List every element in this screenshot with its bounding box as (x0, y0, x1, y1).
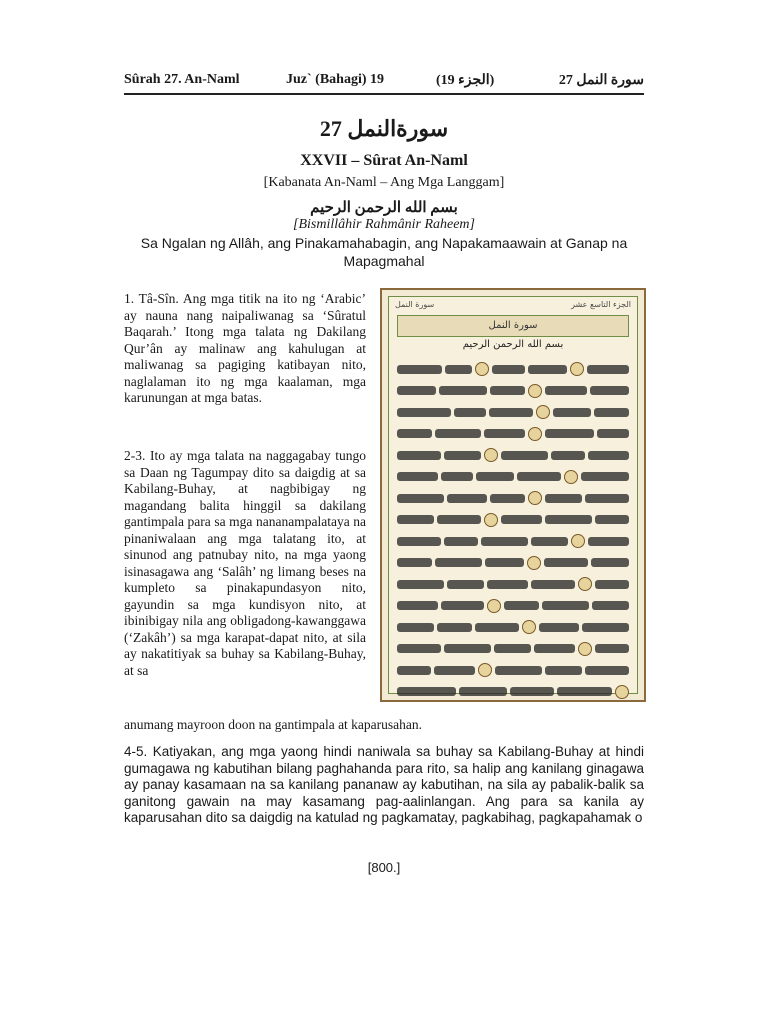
calligraphy-word (397, 386, 436, 395)
mushaf-text-lines (397, 359, 629, 703)
calligraphy-word (490, 494, 524, 503)
calligraphy-word (444, 537, 478, 546)
calligraphy-word (544, 558, 588, 567)
verse-explanation-1: 1. Tâ-Sîn. Ang mga titik na ito ng ‘Arabic’ ay nauna nang naipaliwanag sa ‘Sûratul Baqarah.’ Itong mga talata ng Dakilang Qur’ân ay malinaw ang kahulugan at maliwanag sa pagiging katibayan nito, naglalaman ito ng mga kaalaman, mga karunungan at mga batas. (124, 291, 366, 405)
calligraphy-word (531, 537, 568, 546)
calligraphy-word (397, 687, 456, 696)
calligraphy-word (476, 472, 514, 481)
calligraphy-word (397, 558, 432, 567)
calligraphy-word (475, 623, 519, 632)
calligraphy-word (397, 537, 441, 546)
calligraphy-word (595, 644, 629, 653)
surah-subtitle: [Kabanata An-Naml – Ang Mga Langgam] (263, 175, 505, 190)
mushaf-line (397, 574, 629, 596)
mushaf-line (397, 531, 629, 553)
calligraphy-word (490, 386, 525, 395)
ayah-marker-icon (615, 685, 629, 699)
mushaf-line (397, 682, 629, 704)
mushaf-bismillah: بسم الله الرحمن الرحيم (462, 339, 564, 350)
ayah-marker-icon (528, 491, 542, 505)
calligraphy-word (434, 666, 475, 675)
calligraphy-word (492, 365, 525, 374)
calligraphy-word (397, 601, 438, 610)
calligraphy-word (517, 472, 561, 481)
calligraphy-word (397, 408, 451, 417)
bismillah-transliteration: [Bismillâhir Rahmânir Raheem] (293, 217, 475, 232)
calligraphy-word (397, 451, 441, 460)
calligraphy-word (539, 623, 580, 632)
calligraphy-word (595, 515, 629, 524)
calligraphy-word (439, 386, 487, 395)
calligraphy-word (459, 687, 507, 696)
calligraphy-word (542, 601, 589, 610)
page-number: [800.] (367, 860, 401, 875)
ayah-marker-icon (484, 448, 498, 462)
calligraphy-word (397, 472, 438, 481)
bismillah-translation: Sa Ngalan ng Allâh, ang Pinakamahabagin, ang Napakamaawain at Ganap na Mapagmahal (140, 235, 628, 269)
ayah-marker-icon (571, 534, 585, 548)
calligraphy-word (454, 408, 486, 417)
verse-explanation-2-3: 2-3. Ito ay mga talata na naggagabay tungo sa Daan ng Tagumpay dito sa daigdig at sa Kabilang-Buhay, at nagbibigay ng magandang balita hinggil sa dakilang gantimpala para sa mga nananampalataya na pinaniwalaan ang mga talatang ito, at sinunod ang patnubay nito, na mga yaong isinasagawa ang ‘Salâh’ ng limang beses na kumpleto sa pinakapundasyon nito, gayundin sa mga kundisyon nito, at ibinibigay nila ang obligadong-kawanggawa (‘Zakâh’) sa mga karapat-dapat nito, at sila ay nakatitiyak sa buhay sa Kabilang-Buhay, at sa (124, 448, 366, 678)
calligraphy-word (595, 580, 629, 589)
mushaf-line (397, 596, 629, 618)
calligraphy-word (445, 365, 472, 374)
ayah-marker-icon (487, 599, 501, 613)
calligraphy-word (437, 623, 471, 632)
calligraphy-word (494, 644, 531, 653)
calligraphy-word (484, 429, 526, 438)
mushaf-page-image (380, 288, 646, 702)
mushaf-top-left-label: سورة النمل (395, 300, 435, 309)
calligraphy-word (487, 580, 528, 589)
ayah-marker-icon (564, 470, 578, 484)
calligraphy-word (441, 472, 473, 481)
calligraphy-word (545, 429, 593, 438)
calligraphy-word (397, 429, 432, 438)
calligraphy-word (592, 601, 629, 610)
calligraphy-word (397, 515, 434, 524)
ayah-marker-icon (578, 577, 592, 591)
mushaf-line (397, 488, 629, 510)
calligraphy-word (447, 494, 488, 503)
calligraphy-word (510, 687, 554, 696)
mushaf-line (397, 445, 629, 467)
calligraphy-word (397, 580, 444, 589)
mushaf-surah-band: سورة النمل (397, 315, 629, 337)
surah-title-arabic: سورةالنمل 27 (319, 116, 449, 141)
calligraphy-word (594, 408, 629, 417)
calligraphy-word (587, 365, 629, 374)
calligraphy-word (437, 515, 481, 524)
ayah-marker-icon (475, 362, 489, 376)
calligraphy-word (444, 644, 491, 653)
calligraphy-word (447, 580, 484, 589)
calligraphy-word (545, 666, 582, 675)
calligraphy-word (441, 601, 485, 610)
header-surah-arabic: 27 سورة النمل (558, 73, 644, 88)
surah-title: XXVII – Sûrat An-Naml (300, 152, 468, 169)
calligraphy-word (501, 515, 542, 524)
verse-explanation-2-3-continued: anumang mayroon doon na gantimpala at kaparusahan. (124, 717, 423, 732)
mushaf-line (397, 424, 629, 446)
mushaf-line (397, 510, 629, 532)
calligraphy-word (557, 687, 612, 696)
calligraphy-word (585, 494, 629, 503)
calligraphy-word (553, 408, 591, 417)
calligraphy-word (590, 386, 629, 395)
calligraphy-word (397, 623, 434, 632)
calligraphy-word (397, 365, 442, 374)
header-juz-arabic: (الجزء 19) (436, 73, 495, 88)
calligraphy-word (397, 494, 444, 503)
calligraphy-word (534, 644, 575, 653)
calligraphy-word (504, 601, 538, 610)
mushaf-line (397, 381, 629, 403)
calligraphy-word (545, 386, 587, 395)
header-surah: Sûrah 27. An-Naml (124, 72, 240, 87)
calligraphy-word (588, 451, 629, 460)
ayah-marker-icon (527, 556, 541, 570)
calligraphy-word (531, 580, 575, 589)
ayah-marker-icon (570, 362, 584, 376)
mushaf-line (397, 553, 629, 575)
ayah-marker-icon (528, 384, 542, 398)
calligraphy-word (597, 429, 629, 438)
mushaf-frame (388, 296, 638, 694)
mushaf-line (397, 660, 629, 682)
calligraphy-word (485, 558, 523, 567)
calligraphy-word (435, 558, 483, 567)
ayah-marker-icon (484, 513, 498, 527)
calligraphy-word (581, 472, 629, 481)
ayah-marker-icon (528, 427, 542, 441)
header-juz: Juz` (Bahagi) 19 (286, 72, 384, 87)
calligraphy-word (551, 451, 585, 460)
calligraphy-word (397, 644, 441, 653)
calligraphy-word (591, 558, 629, 567)
calligraphy-word (397, 666, 431, 675)
ayah-marker-icon (522, 620, 536, 634)
calligraphy-word (585, 666, 629, 675)
calligraphy-word (495, 666, 542, 675)
ayah-marker-icon (478, 663, 492, 677)
calligraphy-word (435, 429, 480, 438)
mushaf-line (397, 359, 629, 381)
calligraphy-word (444, 451, 481, 460)
mushaf-line (397, 467, 629, 489)
calligraphy-word (501, 451, 548, 460)
ayah-marker-icon (578, 642, 592, 656)
running-header (124, 70, 644, 94)
calligraphy-word (545, 515, 592, 524)
mushaf-line (397, 402, 629, 424)
mushaf-line (397, 617, 629, 639)
verse-explanation-4-5: 4-5. Katiyakan, ang mga yaong hindi naniwala sa buhay sa Kabilang-Buhay at hindi gumagawa ng kabutihan bilang paghahanda para rito, sa halip ang kanilang ginagawa ay panay kasamaan na sa kanilang pananaw ay kabutihan, na sila ay pabalik-balik sa ganitong gawain na may kasamang pag-aalinlangan. Ang para sa kanila ay kaparusahan dito sa daigdig na katulad ng pagkamatay, pagkabihag, pagkapahamak o (124, 744, 644, 826)
mushaf-line (397, 639, 629, 661)
calligraphy-word (528, 365, 567, 374)
ayah-marker-icon (536, 405, 550, 419)
calligraphy-word (481, 537, 528, 546)
calligraphy-word (588, 537, 629, 546)
mushaf-top-right-label: الجزء التاسع عشر (571, 300, 631, 309)
calligraphy-word (582, 623, 629, 632)
calligraphy-word (545, 494, 582, 503)
calligraphy-word (489, 408, 533, 417)
header-rule (124, 93, 644, 95)
bismillah-arabic: بسم الله الرحمن الرحيم (310, 200, 458, 216)
